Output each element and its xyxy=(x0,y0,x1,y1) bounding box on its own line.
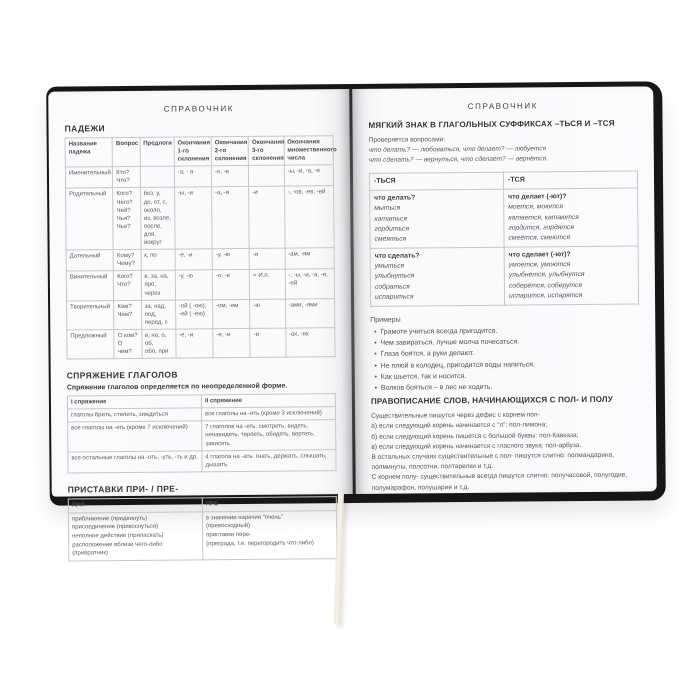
tsya-cell xyxy=(370,247,505,306)
endings-plural: -ами, -ями xyxy=(285,298,335,328)
right-page xyxy=(352,86,657,494)
column-header: Окончания 2-го склонения xyxy=(211,136,249,166)
tsya-cell xyxy=(504,188,639,247)
endings-2: -е, -и xyxy=(213,328,251,358)
case-question: Кого? Что? xyxy=(114,271,141,301)
column-header: -ТЬСЯ xyxy=(369,172,503,191)
example-text: Волков бояться – в лес не ходить. xyxy=(380,383,493,392)
section-title-pol: ПРАВОПИСАНИЕ СЛОВ, НАЧИНАЮЩИХСЯ С ПОЛ- И ПОЛУ xyxy=(370,394,613,407)
case-question: Кто? Что? xyxy=(113,167,140,188)
table-row xyxy=(65,165,333,189)
section-title-cases: ПАДЕЖИ xyxy=(64,123,106,134)
case-prepositions: в, на, о, об, обо, при xyxy=(141,329,176,359)
column-header: Окончания множественного числа xyxy=(284,136,334,166)
section-title-prefixes: ПРИСТАВКИ ПРИ- / ПРЕ- xyxy=(67,483,179,495)
list-item xyxy=(371,381,640,395)
example-text: Чем завираться, лучше молча почесаться. xyxy=(380,338,520,348)
endings-3: = И.п. xyxy=(250,269,286,299)
case-name: Творительный xyxy=(67,300,115,330)
endings-1: -ой ( -ою), -ей ( -ею) xyxy=(175,299,213,329)
endings-2: -а, -я xyxy=(212,187,250,249)
rule-line: С корнем полу- существительные всегда пишутся слитно: получасовой, полугодие, полумарафон, полушарие и т.д. xyxy=(371,472,628,492)
cell-verbs: моется, моются катается, катаются гордится, гордятся смеётся, смеются xyxy=(508,203,579,242)
rule-line: а) если следующий корень начинается с “л”: пол-лимона; xyxy=(371,421,548,431)
cases-table xyxy=(65,135,336,359)
endings-plural: -ам, -ям xyxy=(285,248,335,270)
right-page-content xyxy=(352,86,657,504)
bullet-icon: • xyxy=(374,362,377,370)
example-text: Глаза боятся, а руки делают. xyxy=(380,350,475,359)
rule-line: Существительные пишутся через дефис с корнем пол- xyxy=(371,411,540,421)
intro-line: что сделать? — вернуться, что сделает? — вернётся. xyxy=(368,155,548,164)
bullet-icon: • xyxy=(374,328,377,336)
table-row xyxy=(68,449,336,473)
table-row xyxy=(370,246,638,306)
table-row xyxy=(66,269,334,301)
column-header: Предлоги xyxy=(140,137,175,167)
column-header: Окончания 3-го склонения xyxy=(248,136,284,166)
case-name: Именительный xyxy=(65,167,113,189)
column-header: ПРИ- xyxy=(68,498,202,513)
endings-3: -и xyxy=(249,248,284,269)
intro-line: Проверяется вопросами: xyxy=(368,136,446,144)
table-row xyxy=(67,298,335,330)
conjugation-cell: глаголы брить, стелить, зиждиться xyxy=(67,408,201,422)
prefix-pri-cell: приближение (придвинуть) присоединение (прикоснуться) неполное действие (приласкать) расположение вблизи чего-либо (привратник) xyxy=(68,511,202,561)
case-name: Предложный xyxy=(67,329,115,359)
rule-line: б) если следующий корень пишется с большой буквы: пол-Кавказа; xyxy=(371,431,579,441)
case-prepositions: к, по xyxy=(141,249,175,270)
case-question: Кому? Чему? xyxy=(113,250,140,271)
column-header: Вопрос xyxy=(112,137,139,167)
cell-question: что сделать? xyxy=(374,252,420,260)
examples-title: Примеры xyxy=(370,316,401,324)
case-name: Винительный xyxy=(66,271,114,301)
endings-1: -е, -и xyxy=(176,329,214,359)
cell-verbs: умоется, умоются улыбнётся, улыбнутся соберётся, соберутся испарится, испарятся xyxy=(508,261,585,300)
prefix-pre-cell: в значении наречия “очень” (превосходный) приставки пере- (преграда, т.е. перегородить что-либо) xyxy=(202,510,336,560)
cell-verbs: умыться улыбнуться собраться испариться xyxy=(374,262,415,301)
endings-2: -у, -ю xyxy=(212,249,249,271)
endings-1: -е, -и xyxy=(175,249,212,271)
open-pages xyxy=(48,86,657,557)
soft-sign-intro xyxy=(369,134,638,166)
endings-3 xyxy=(249,165,284,186)
bullet-icon: • xyxy=(374,340,377,348)
endings-plural: -ы, -и, -а, -я xyxy=(284,165,334,187)
column-header: I спряжение xyxy=(67,395,201,409)
example-text: Не плюй в колодец, пригодится воды напиться. xyxy=(380,361,535,370)
example-text: Грамоте учиться всегда пригодится. xyxy=(380,327,498,336)
conjugation-cell: все глаголы на -ить (кроме 3 исключений) xyxy=(201,407,335,421)
section-title-soft-sign: МЯГКИЙ ЗНАК В ГЛАГОЛЬНЫХ СУФФИКСАХ –ТЬСЯ И –ТСЯ xyxy=(368,118,615,130)
page-title: СПРАВОЧНИК xyxy=(467,101,539,112)
conjugation-subtitle: Спряжение глаголов определяется по неопределенной форме. xyxy=(66,382,288,392)
tsya-cell xyxy=(370,189,505,248)
left-page-content xyxy=(48,89,353,572)
endings-plural: -, -ы, -и, -а, -я, -ей xyxy=(285,269,335,299)
column-header: -ТСЯ xyxy=(503,171,637,190)
endings-2: -о, -е xyxy=(211,166,248,188)
bullet-icon: • xyxy=(374,373,377,381)
prefixes-table xyxy=(68,496,338,561)
column-header: ПРЕ- xyxy=(202,496,336,511)
endings-plural: -ах, -ях xyxy=(285,328,335,358)
conjugation-cell: 4 глагола на -ать: гнать, держать, слышать, дышать xyxy=(202,449,336,471)
endings-3: -и xyxy=(249,187,285,249)
cell-verbs: мыться кататься гордиться смеяться xyxy=(374,204,410,243)
page-title: СПРАВОЧНИК xyxy=(163,104,235,114)
case-question: О ком? О чем? xyxy=(114,329,141,359)
endings-1: -у, -ю xyxy=(175,270,213,300)
endings-3: -и xyxy=(250,328,286,358)
bullet-icon: • xyxy=(374,384,378,392)
table-row xyxy=(68,510,336,561)
table-row xyxy=(68,420,336,452)
endings-3: -ю xyxy=(250,299,286,329)
column-header: Окончания 1-го склонения xyxy=(174,137,212,167)
conjugation-cell: все глаголы на -еть (кроме 7 исключений) xyxy=(68,421,202,451)
example-text: Как шьется, так и носится. xyxy=(380,372,467,381)
table-row xyxy=(370,188,638,248)
rule-line: в) если следующий корень начинается с гласного звука: пол-арбуза. xyxy=(371,441,582,451)
left-page xyxy=(48,89,353,557)
case-prepositions xyxy=(140,166,174,187)
conjugation-table xyxy=(67,393,337,473)
table-row xyxy=(67,328,335,360)
case-prepositions: без, у, до, от, с, около, из, возле, после, для, вокруг xyxy=(140,188,175,250)
table-row xyxy=(66,248,334,272)
table-row xyxy=(66,186,335,250)
section-title-conjugation: СПРЯЖЕНИЕ ГЛАГОЛОВ xyxy=(66,369,178,381)
case-question: Кого? Чего? Чей? Чья? Чье? xyxy=(113,188,141,250)
bullet-icon: • xyxy=(374,351,377,359)
notebook-cover xyxy=(46,81,666,557)
case-question: Кем? Чем? xyxy=(114,300,141,330)
cell-question: что сделает (-ют)? xyxy=(508,251,571,259)
endings-2: -о, -е xyxy=(212,270,250,300)
endings-1: -ы, -и xyxy=(174,187,212,249)
tsya-cell xyxy=(504,246,639,305)
cell-question: что делать? xyxy=(374,194,416,203)
case-prepositions: за, над, под, перед, с xyxy=(141,300,176,330)
intro-line: что делать? — любоваться, что делает? — любуется xyxy=(368,145,547,154)
endings-1: -а, - я xyxy=(174,166,211,188)
case-name: Родительный xyxy=(66,188,114,250)
endings-plural: -, -ов, -ев, -ей xyxy=(284,186,334,248)
cell-question: что делает (-ют)? xyxy=(508,193,567,201)
column-header: II спряжение xyxy=(201,394,335,408)
table-header-row xyxy=(65,136,333,168)
conjugation-cell: 7 глаголов на -еть: смотреть, видеть, ненавидеть, терпеть, обидеть, вертеть, зависеть xyxy=(202,420,336,450)
rule-line: В остальных случаях существительные с пол- пишутся слитно: полмандарина, полминуты, полсотни, полтарелки и т.д. xyxy=(371,451,615,472)
case-prepositions: в, за, на, про, через xyxy=(141,270,176,300)
examples-list xyxy=(370,325,640,394)
column-header: Название падежа xyxy=(65,138,113,168)
pol-rules xyxy=(371,410,641,494)
tsya-table xyxy=(369,170,639,307)
case-name: Дательный xyxy=(66,250,114,272)
endings-2: -ом, -ем xyxy=(213,299,251,329)
conjugation-cell: все остальные глаголы на -оть, -уть, -ть и др. xyxy=(68,450,202,472)
